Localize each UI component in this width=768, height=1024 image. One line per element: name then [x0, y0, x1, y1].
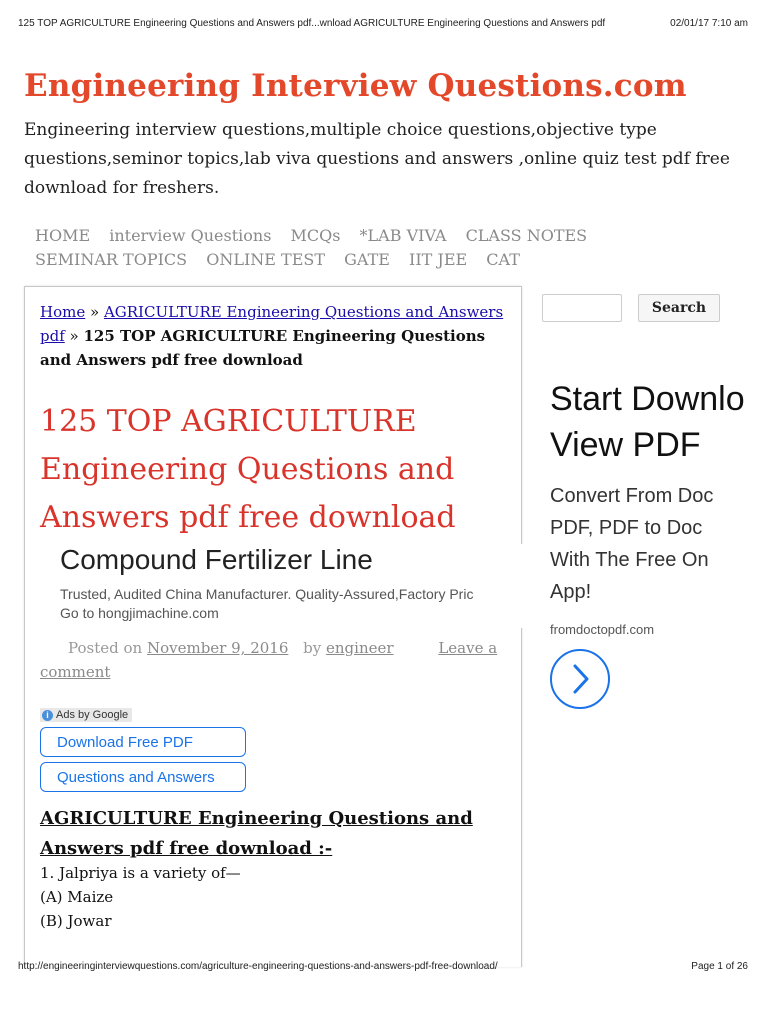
- chevron-right-icon: [552, 651, 608, 707]
- sidebar-ad-body-line: PDF, PDF to Doc: [550, 517, 703, 539]
- info-icon: i: [42, 710, 53, 721]
- breadcrumb-home-link[interactable]: Home: [40, 303, 86, 321]
- option-line: (B) Jowar: [40, 912, 112, 930]
- nav-item-class-notes[interactable]: CLASS NOTES: [465, 226, 588, 245]
- by-label: by: [303, 639, 322, 657]
- main-nav: [35, 224, 715, 272]
- nav-item-lab-viva[interactable]: *LAB VIVA: [359, 226, 447, 245]
- inline-ad-link[interactable]: Go to hongjimachine.com: [60, 605, 219, 621]
- author-link[interactable]: engineer: [326, 639, 394, 657]
- ad-questions-and-answers-button[interactable]: Questions and Answers: [40, 762, 246, 792]
- sidebar-ad-body-line: App!: [550, 581, 592, 603]
- ads-by-google-text: Ads by Google: [56, 709, 129, 721]
- breadcrumb-separator: »: [64, 327, 84, 345]
- inline-ad-description: Trusted, Audited China Manufacturer. Quality-Assured,Factory Pric: [60, 586, 474, 602]
- option-line: (A) Maize: [40, 888, 114, 906]
- site-tagline: Engineering interview questions,multiple choice questions,objective type questions,seminor topics,lab viva questions and answers ,online quiz test pdf free download for freshers.: [24, 120, 730, 198]
- site-title[interactable]: Engineering Interview Questions.com: [24, 68, 687, 104]
- post-meta: [40, 636, 502, 684]
- nav-item-iit-jee[interactable]: IIT JEE: [409, 250, 468, 269]
- nav-item-mcqs[interactable]: MCQs: [290, 226, 341, 245]
- nav-item-seminar-topics[interactable]: SEMINAR TOPICS: [35, 250, 188, 269]
- nav-row-1: [35, 224, 715, 248]
- content-heading: AGRICULTURE Engineering Questions and Answers pdf free download :-: [40, 808, 473, 859]
- nav-item-interview-questions[interactable]: interview Questions: [109, 226, 272, 245]
- ads-by-google-label[interactable]: [40, 708, 132, 722]
- nav-item-cat[interactable]: CAT: [486, 250, 520, 269]
- print-footer-url: http://engineeringinterviewquestions.com/agriculture-engineering-questions-and-answers-pdf-free-download/: [18, 961, 498, 972]
- nav-item-home[interactable]: HOME: [35, 226, 91, 245]
- search-button[interactable]: Search: [638, 294, 720, 322]
- nav-item-gate[interactable]: GATE: [344, 250, 390, 269]
- posted-on-label: Posted on: [68, 639, 143, 657]
- print-header-title: 125 TOP AGRICULTURE Engineering Questions and Answers pdf...wnload AGRICULTURE Engineering Questions and Answers pdf: [18, 18, 606, 29]
- inline-ad[interactable]: [40, 544, 540, 628]
- breadcrumb-separator: »: [85, 303, 104, 321]
- leave-comment-link[interactable]: Leave a comment: [40, 639, 498, 681]
- sidebar-ad-headline-line[interactable]: Start Downlo: [550, 380, 745, 418]
- print-header-datetime: 02/01/17 7:10 am: [670, 18, 748, 29]
- nav-item-online-test[interactable]: ONLINE TEST: [206, 250, 326, 269]
- sidebar-ad-domain[interactable]: fromdoctopdf.com: [550, 622, 655, 637]
- breadcrumb-category-link[interactable]: AGRICULTURE Engineering Questions and Answers pdf: [40, 303, 504, 345]
- sidebar-ad-body-line: With The Free On: [550, 549, 709, 571]
- print-footer-page: Page 1 of 26: [691, 961, 748, 972]
- inline-ad-headline[interactable]: Compound Fertilizer Line: [60, 544, 373, 575]
- sidebar-ad-arrow-button[interactable]: [550, 649, 610, 709]
- post-date-link[interactable]: November 9, 2016: [146, 639, 289, 657]
- ad-download-free-pdf-button[interactable]: Download Free PDF: [40, 727, 246, 757]
- question-line: 1. Jalpriya is a variety of—: [40, 864, 241, 882]
- search-input[interactable]: [542, 294, 622, 322]
- post-title: 125 TOP AGRICULTURE Engineering Questions and Answers pdf free download: [40, 404, 456, 535]
- breadcrumb-current: 125 TOP AGRICULTURE Engineering Questions and Answers pdf free download: [40, 327, 486, 369]
- sidebar-ad-headline-line[interactable]: View PDF: [550, 426, 701, 464]
- breadcrumb: [40, 300, 510, 372]
- nav-row-2: [35, 248, 715, 272]
- sidebar-ad-body-line: Convert From Doc: [550, 485, 714, 507]
